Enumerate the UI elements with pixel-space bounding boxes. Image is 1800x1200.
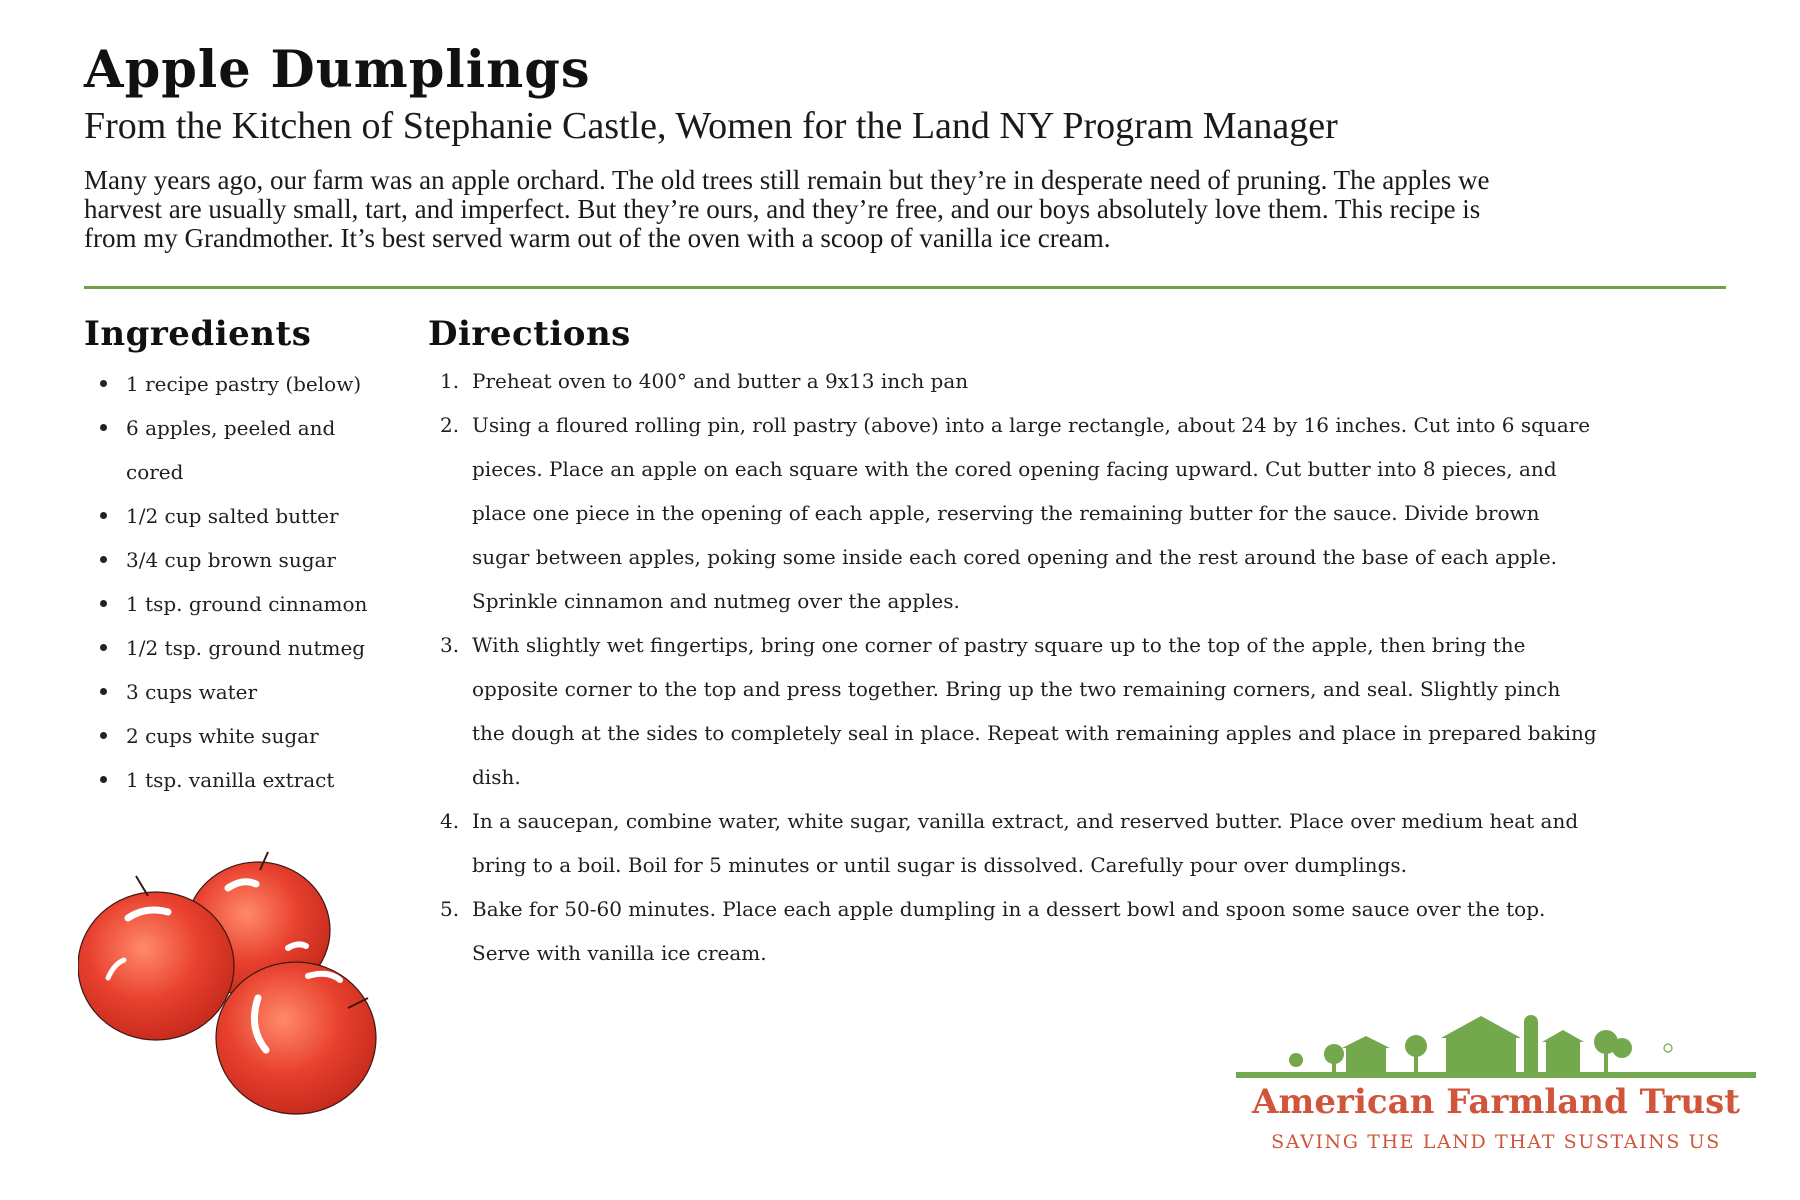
apple-shape [216,962,376,1114]
step-text: With slightly wet fingertips, bring one corner of pastry square up to the top of the apple, then bring the [472,633,1526,657]
recipe-subtitle: From the Kitchen of Stephanie Castle, Women for the Land NY Program Manager [84,105,1338,147]
step-text: the dough at the sides to completely seal in place. Repeat with remaining apples and place in prepared baking [472,721,1597,745]
intro-paragraph [84,166,1724,253]
step-text: Serve with vanilla ice cream. [472,941,767,965]
ingredient-text: 1/2 tsp. ground nutmeg [126,636,366,660]
bullet-icon [100,512,107,519]
step-text: Preheat oven to 400° and butter a 9x13 inch pan [472,369,969,393]
ingredient-item [96,494,426,538]
step-number: 5. [440,897,460,921]
step-text: bring to a boil. Boil for 5 minutes or until sugar is dissolved. Carefully pour over dumplings. [472,853,1407,877]
ingredient-text: 1 tsp. ground cinnamon [126,592,368,616]
ingredient-text: 3 cups water [126,680,258,704]
step-text: Using a floured rolling pin, roll pastry (above) into a large rectangle, about 24 by 16 inches. Cut into 6 square [472,413,1591,437]
ingredient-item [96,758,426,802]
direction-step [440,799,1740,887]
ingredient-item [96,714,426,758]
ingredient-item [96,538,426,582]
step-text: dish. [472,765,521,789]
bullet-icon [100,380,107,387]
step-text: Bake for 50-60 minutes. Place each apple dumpling in a dessert bowl and spoon some sauce over the top. [472,897,1546,921]
ingredient-text: 1/2 cup salted butter [126,504,339,528]
ingredient-item [96,582,426,626]
ingredient-text: 1 tsp. vanilla extract [126,768,335,792]
ingredient-text: cored [126,460,184,484]
section-divider [84,286,1726,289]
ingredients-list [96,362,426,802]
direction-step [440,887,1740,975]
logo-organization-name: American Farmland Trust [1252,1082,1740,1122]
ingredient-text: 3/4 cup brown sugar [126,548,336,572]
ingredient-text: 6 apples, peeled and [126,416,336,440]
bullet-icon [100,776,107,783]
step-text: place one piece in the opening of each apple, reserving the remaining butter for the sauce. Divide brown [472,501,1540,525]
ingredient-text: 2 cups white sugar [126,724,319,748]
bullet-icon [100,732,107,739]
directions-heading: Directions [428,314,631,354]
step-number: 3. [440,633,460,657]
direction-step [440,359,1740,403]
ingredients-heading: Ingredients [84,314,312,354]
intro-line: from my Grandmother. It’s best served warm out of the oven with a scoop of vanilla ice cream. [84,223,1111,253]
ingredient-item [96,406,426,494]
bullet-icon [100,644,107,651]
step-number: 4. [440,809,460,833]
step-text: opposite corner to the top and press together. Bring up the two remaining corners, and seal. Slightly pinch [472,677,1561,701]
apples-illustration [78,848,408,1118]
direction-step [440,403,1740,623]
recipe-title: Apple Dumplings [84,40,591,100]
step-number: 2. [440,413,460,437]
step-text: In a saucepan, combine water, white sugar, vanilla extract, and reserved butter. Place over medium heat and [472,809,1579,833]
ingredient-item [96,362,426,406]
logo-tagline: SAVING THE LAND THAT SUSTAINS US [1271,1131,1721,1153]
ingredient-item [96,670,426,714]
bullet-icon [100,688,107,695]
bullet-icon [100,600,107,607]
step-number: 1. [440,369,460,393]
directions-list [440,359,1740,975]
direction-step [440,623,1740,799]
ingredient-text: 1 recipe pastry (below) [126,372,362,396]
step-text: Sprinkle cinnamon and nutmeg over the apples. [472,589,960,613]
step-text: pieces. Place an apple on each square with the cored opening facing upward. Cut butter into 8 pieces, and [472,457,1557,481]
ingredient-item [96,626,426,670]
bullet-icon [100,556,107,563]
step-text: sugar between apples, poking some inside each cored opening and the rest around the base of each apple. [472,545,1558,569]
intro-line: harvest are usually small, tart, and imperfect. But they’re ours, and they’re free, and our boys absolutely love them. This recipe is [84,194,1481,224]
intro-line: Many years ago, our farm was an apple orchard. The old trees still remain but they’re in desperate need of pruning. The apples we [84,165,1490,195]
bullet-icon [100,424,107,431]
